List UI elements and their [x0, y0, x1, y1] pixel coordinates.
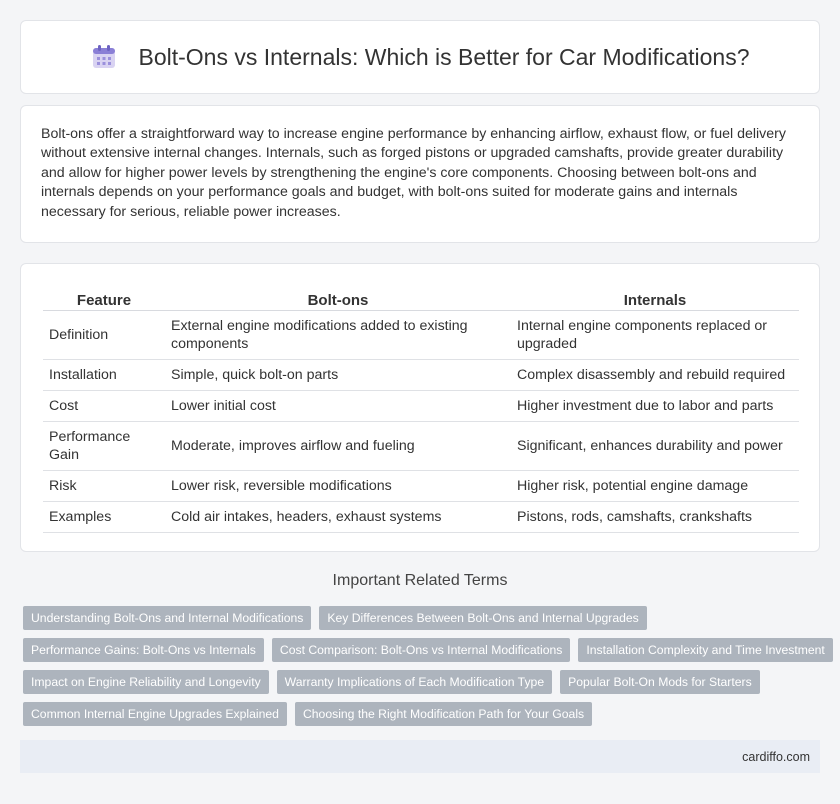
row-feature: Examples — [43, 502, 165, 533]
table-row — [43, 360, 799, 391]
row-internals: Complex disassembly and rebuild required — [511, 360, 799, 391]
related-terms-title: Important Related Terms — [332, 572, 508, 589]
table-row — [43, 391, 799, 422]
page-title: Bolt-Ons vs Internals: Which is Better for Car Modifications? — [138, 43, 750, 70]
row-bolt-ons: External engine modifications added to existing components — [165, 311, 511, 360]
row-feature: Definition — [43, 311, 165, 360]
related-tag[interactable]: Choosing the Right Modification Path for Your Goals — [295, 702, 592, 726]
row-feature: Installation — [43, 360, 165, 391]
row-feature: Performance Gain — [43, 422, 165, 471]
table-row — [43, 502, 799, 533]
comparison-table — [43, 286, 799, 533]
title-card — [20, 20, 820, 94]
row-bolt-ons: Lower risk, reversible modifications — [165, 471, 511, 502]
related-tag[interactable]: Performance Gains: Bolt-Ons vs Internals — [23, 638, 264, 662]
footer-site-link[interactable]: cardiffo.com — [742, 749, 810, 764]
header-feature: Feature — [43, 286, 165, 311]
row-bolt-ons: Moderate, improves airflow and fueling — [165, 422, 511, 471]
row-bolt-ons: Cold air intakes, headers, exhaust systems — [165, 502, 511, 533]
row-internals: Pistons, rods, camshafts, crankshafts — [511, 502, 799, 533]
row-bolt-ons: Lower initial cost — [165, 391, 511, 422]
intro-paragraph: Bolt-ons offer a straightforward way to increase engine performance by enhancing airflow, exhaust flow, or fuel delivery without extensive internal changes. Internals, such as forged pistons or upgraded camshafts, provide greater durability and allow for higher power levels by strengthening the engine's core components. Choosing between bolt-ons and internals depends on your performance goals and budget, with bolt-ons suited for moderate gains and internals necessary for serious, reliable power increases. — [41, 126, 786, 220]
intro-card — [20, 105, 820, 243]
related-tag[interactable]: Common Internal Engine Upgrades Explained — [23, 702, 287, 726]
related-tags — [23, 606, 823, 734]
row-internals: Higher risk, potential engine damage — [511, 471, 799, 502]
header-internals: Internals — [511, 286, 799, 311]
footer — [20, 740, 820, 773]
table-row — [43, 311, 799, 360]
comparison-card — [20, 263, 820, 552]
table-row — [43, 471, 799, 502]
row-internals: Higher investment due to labor and parts — [511, 391, 799, 422]
table-row — [43, 422, 799, 471]
related-tag[interactable]: Popular Bolt-On Mods for Starters — [560, 670, 760, 694]
related-tag[interactable]: Warranty Implications of Each Modification Type — [277, 670, 552, 694]
row-internals: Internal engine components replaced or upgraded — [511, 311, 799, 360]
row-internals: Significant, enhances durability and power — [511, 422, 799, 471]
row-bolt-ons: Simple, quick bolt-on parts — [165, 360, 511, 391]
related-tag[interactable]: Cost Comparison: Bolt-Ons vs Internal Modifications — [272, 638, 570, 662]
header-bolt-ons: Bolt-ons — [165, 286, 511, 311]
row-feature: Cost — [43, 391, 165, 422]
related-tag[interactable]: Impact on Engine Reliability and Longevity — [23, 670, 269, 694]
related-tag[interactable]: Installation Complexity and Time Investment — [578, 638, 832, 662]
related-tag[interactable]: Key Differences Between Bolt-Ons and Internal Upgrades — [319, 606, 646, 630]
related-tag[interactable]: Understanding Bolt-Ons and Internal Modifications — [23, 606, 311, 630]
calendar-icon — [91, 44, 117, 70]
row-feature: Risk — [43, 471, 165, 502]
